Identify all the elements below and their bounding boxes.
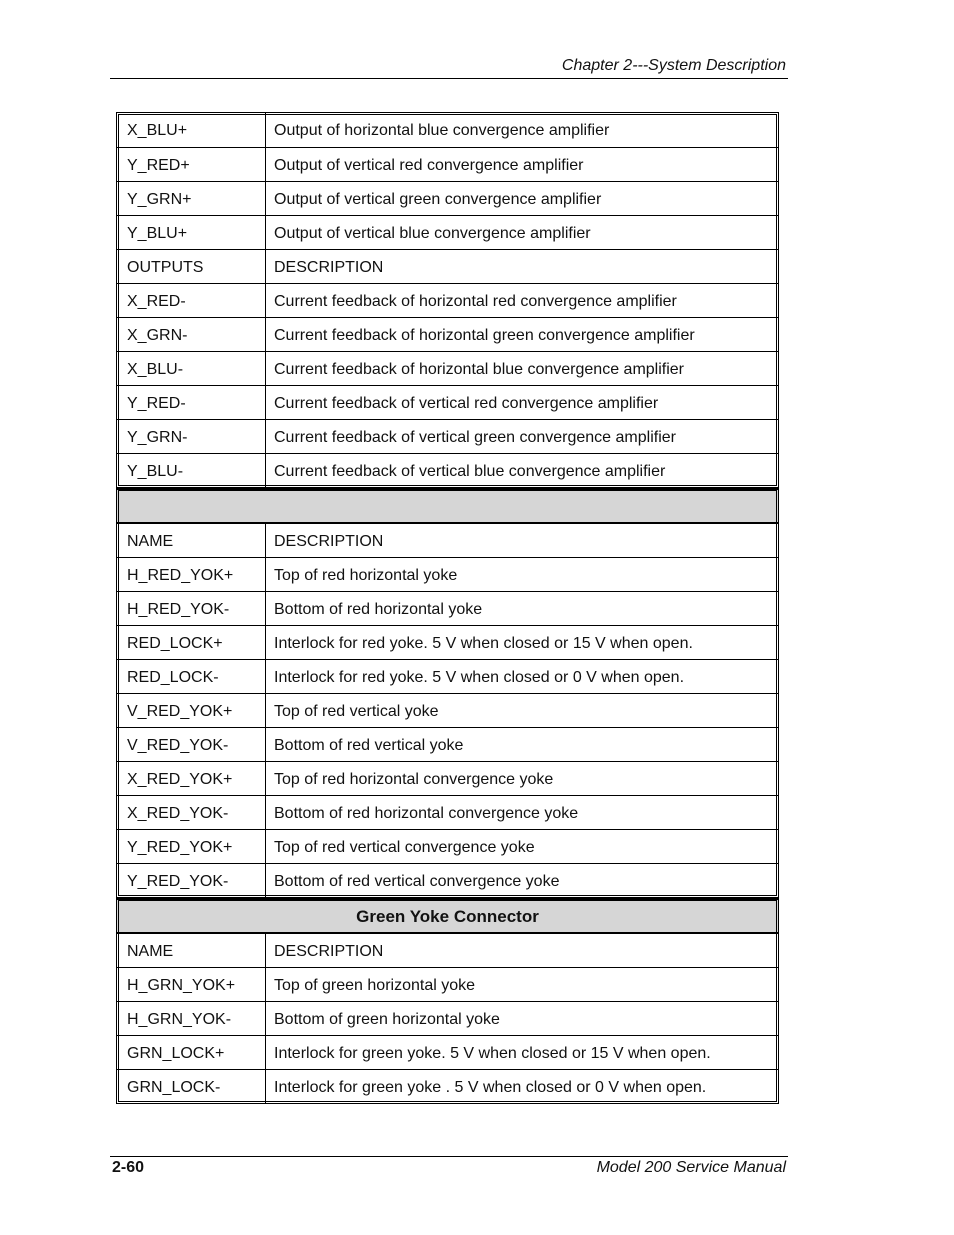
chapter-title: Chapter 2---System Description [561, 57, 786, 74]
table-row [117, 1069, 778, 1103]
signal-description: Bottom of red vertical convergence yoke [274, 873, 560, 890]
outputs-header-row [117, 249, 778, 283]
signal-name: Y_BLU- [117, 454, 266, 487]
signal-description: Current feedback of horizontal blue convergence amplifier [274, 361, 685, 378]
table-row [117, 385, 778, 419]
column-header-name: NAME [117, 934, 266, 967]
red-yoke-group [116, 488, 779, 898]
signal-name: X_GRN- [117, 318, 266, 351]
signal-description: Interlock for red yoke. 5 V when closed or 0 V when open. [274, 669, 685, 686]
column-header-description: DESCRIPTION [274, 943, 384, 960]
table-row [117, 419, 778, 453]
table-row [117, 1035, 778, 1069]
signal-name: V_RED_YOK+ [117, 694, 266, 727]
table-row [117, 829, 778, 863]
red-yoke-section-title [117, 489, 778, 523]
signal-description: Output of vertical green convergence amplifier [274, 191, 602, 208]
signal-description: Top of red horizontal convergence yoke [274, 771, 554, 788]
table-row [117, 727, 778, 761]
signal-description: Interlock for green yoke. 5 V when closed or 15 V when open. [274, 1045, 711, 1062]
column-header-name: NAME [117, 524, 266, 557]
signal-name: X_RED_YOK- [117, 796, 266, 829]
signal-name: Y_RED_YOK+ [117, 830, 266, 863]
signal-name: GRN_LOCK- [117, 1070, 266, 1103]
table-row [117, 591, 778, 625]
column-header-description: DESCRIPTION [274, 533, 384, 550]
signal-name: X_RED_YOK+ [117, 762, 266, 795]
table-row [117, 967, 778, 1001]
table-row [117, 351, 778, 385]
signal-description: Bottom of green horizontal yoke [274, 1011, 500, 1028]
table-row [117, 795, 778, 829]
red-header-row [117, 523, 778, 557]
green-yoke-section-title: Green Yoke Connector [117, 899, 778, 933]
green-header-row [117, 933, 778, 967]
page-footer [110, 1156, 788, 1187]
signal-description: Bottom of red horizontal convergence yoke [274, 805, 579, 822]
signal-description: Current feedback of horizontal green convergence amplifier [274, 327, 695, 344]
table-row [117, 453, 778, 487]
signal-name: Y_RED- [117, 386, 266, 419]
table-row [117, 113, 778, 147]
table-row [117, 557, 778, 591]
signal-description: Top of green horizontal yoke [274, 977, 476, 994]
signal-name: H_RED_YOK- [117, 592, 266, 625]
signal-description: Bottom of red vertical yoke [274, 737, 464, 754]
signal-description: Top of red horizontal yoke [274, 567, 458, 584]
signal-description: Current feedback of vertical green convergence amplifier [274, 429, 676, 446]
column-header-description: DESCRIPTION [274, 259, 384, 276]
table-row [117, 625, 778, 659]
signal-description: Output of vertical red convergence amplifier [274, 157, 584, 174]
table-row [117, 693, 778, 727]
signal-description: Output of vertical blue convergence amplifier [274, 225, 591, 242]
signal-description: Top of red vertical convergence yoke [274, 839, 535, 856]
manual-title: Model 200 Service Manual [596, 1159, 786, 1176]
signal-name: Y_RED+ [117, 148, 266, 181]
signal-description: Current feedback of vertical red convergence amplifier [274, 395, 659, 412]
signal-description: Interlock for red yoke. 5 V when closed or 15 V when open. [274, 635, 693, 652]
signal-name: Y_GRN+ [117, 182, 266, 215]
signal-table [116, 112, 779, 1104]
table-row [117, 317, 778, 351]
table-row [117, 215, 778, 249]
table-row [117, 659, 778, 693]
signal-name: Y_BLU+ [117, 216, 266, 249]
signal-description: Current feedback of horizontal red convergence amplifier [274, 293, 677, 310]
page-number: 2-60 [112, 1159, 145, 1176]
signal-description: Current feedback of vertical blue convergence amplifier [274, 463, 666, 480]
signal-description: Output of horizontal blue convergence amplifier [274, 122, 610, 139]
signal-name: H_GRN_YOK+ [117, 968, 266, 1001]
signal-description: Top of red vertical yoke [274, 703, 439, 720]
table-row [117, 863, 778, 897]
table-row [117, 181, 778, 215]
signal-name: RED_LOCK- [117, 660, 266, 693]
page-header [110, 56, 788, 79]
signal-name: Y_RED_YOK- [117, 864, 266, 897]
signal-name: RED_LOCK+ [117, 626, 266, 659]
signal-description: Interlock for green yoke . 5 V when closed or 0 V when open. [274, 1079, 707, 1096]
column-header-name: OUTPUTS [117, 250, 266, 283]
signal-name: H_GRN_YOK- [117, 1002, 266, 1035]
signal-name: H_RED_YOK+ [117, 558, 266, 591]
signal-name: GRN_LOCK+ [117, 1036, 266, 1069]
signal-name: V_RED_YOK- [117, 728, 266, 761]
signal-description: Bottom of red horizontal yoke [274, 601, 483, 618]
table-row [117, 147, 778, 181]
table-row [117, 761, 778, 795]
table-row [117, 283, 778, 317]
table-row [117, 1001, 778, 1035]
signal-name: X_BLU- [117, 352, 266, 385]
signal-group-top [116, 112, 779, 488]
signal-name: Y_GRN- [117, 420, 266, 453]
signal-name: X_BLU+ [117, 113, 266, 147]
green-yoke-group [116, 898, 779, 1104]
signal-name: X_RED- [117, 284, 266, 317]
